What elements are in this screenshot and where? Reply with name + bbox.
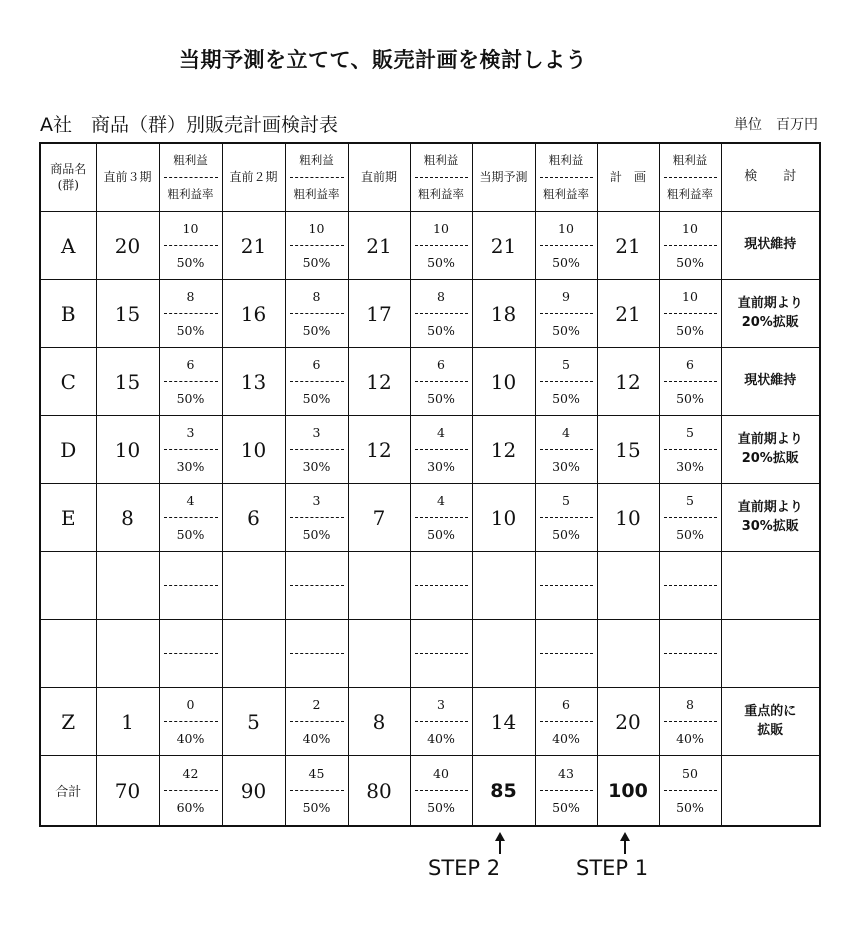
sales-value: 13	[222, 348, 285, 416]
gross-profit	[164, 552, 218, 586]
gross-profit: 42	[164, 757, 218, 791]
gross-profit-rate	[160, 586, 222, 619]
gross-profit-rate: 50%	[176, 527, 205, 542]
product-name	[40, 552, 96, 620]
gross-profit	[540, 620, 593, 654]
gross-profit-rate	[411, 586, 472, 619]
gp-cell	[535, 416, 597, 484]
page-title	[0, 44, 846, 74]
sales-value	[96, 620, 159, 688]
gp-cell	[159, 212, 222, 280]
gross-profit: 4	[415, 416, 468, 450]
sales-value	[222, 552, 285, 620]
gp-cell	[159, 484, 222, 552]
gross-profit: 3	[290, 416, 344, 450]
gross-profit: 8	[415, 280, 468, 314]
sales-value: 16	[222, 280, 285, 348]
gross-profit-rate	[536, 586, 597, 619]
product-name: D	[40, 416, 96, 484]
sales-value: 6	[222, 484, 285, 552]
header-plan: 計 画	[597, 143, 659, 212]
sales-value: 15	[96, 280, 159, 348]
header-period3: 直前３期	[96, 143, 159, 212]
gross-profit: 5	[540, 348, 593, 382]
total-row	[40, 756, 820, 827]
product-name: E	[40, 484, 96, 552]
gross-profit: 6	[290, 348, 344, 382]
gp-cell	[410, 552, 472, 620]
gross-profit-rate: 50%	[302, 323, 331, 338]
sales-value: 20	[96, 212, 159, 280]
gp-cell	[410, 280, 472, 348]
gp-cell	[159, 348, 222, 416]
sales-value	[348, 620, 410, 688]
sales-value: 10	[222, 416, 285, 484]
table-row	[40, 552, 820, 620]
gross-profit	[415, 552, 468, 586]
gp-cell	[659, 212, 721, 280]
review-note: 直前期より 20%拡販	[721, 280, 820, 348]
step1-label: STEP 1	[576, 856, 649, 880]
header-gp-gpr: 粗利益 粗利益率	[659, 143, 721, 212]
sales-value	[472, 620, 535, 688]
gp-cell	[410, 484, 472, 552]
gp-cell	[285, 348, 348, 416]
gp-cell	[659, 620, 721, 688]
sales-value	[597, 620, 659, 688]
page-title-text: 当期予測を立てて、販売計画を検討しよう	[178, 48, 588, 72]
review-note	[721, 756, 820, 827]
sales-value: 18	[472, 280, 535, 348]
gross-profit: 4	[164, 484, 218, 518]
total-value: 85	[472, 756, 535, 827]
gross-profit: 45	[290, 757, 344, 791]
step2-arrow-icon	[494, 832, 506, 854]
gross-profit-rate: 40%	[676, 731, 704, 746]
sales-value: 10	[597, 484, 659, 552]
sales-value: 8	[96, 484, 159, 552]
gross-profit-rate: 40%	[176, 731, 205, 746]
gp-cell	[659, 416, 721, 484]
gp-cell	[535, 348, 597, 416]
review-note: 直前期より 20%拡販	[721, 416, 820, 484]
gross-profit-rate	[286, 654, 348, 687]
review-note: 直前期より 30%拡販	[721, 484, 820, 552]
product-name: Z	[40, 688, 96, 756]
sales-value: 21	[472, 212, 535, 280]
gp-cell	[535, 620, 597, 688]
gross-profit: 43	[540, 757, 593, 791]
gross-profit-rate: 30%	[176, 459, 205, 474]
gross-profit-rate: 50%	[552, 800, 580, 815]
gross-profit-rate: 50%	[676, 800, 704, 815]
total-label: 合計	[40, 756, 96, 827]
gross-profit-rate	[536, 654, 597, 687]
table-row	[40, 484, 820, 552]
gross-profit: 3	[164, 416, 218, 450]
gp-cell	[159, 756, 222, 827]
gp-cell	[535, 280, 597, 348]
sales-value: 7	[348, 484, 410, 552]
gross-profit	[664, 552, 717, 586]
sales-value	[597, 552, 659, 620]
gp-cell	[659, 484, 721, 552]
gp-cell	[659, 756, 721, 827]
step2-label: STEP 2	[428, 856, 501, 880]
gp-cell	[285, 280, 348, 348]
gross-profit-rate: 50%	[302, 800, 331, 815]
header-review: 検 討	[721, 143, 820, 212]
gross-profit	[664, 620, 717, 654]
sales-value: 21	[348, 212, 410, 280]
gross-profit: 6	[415, 348, 468, 382]
gross-profit: 10	[664, 280, 717, 314]
sales-value: 12	[472, 416, 535, 484]
gross-profit: 10	[415, 212, 468, 246]
header-gp-gpr: 粗利益 粗利益率	[535, 143, 597, 212]
gp-cell	[159, 552, 222, 620]
gross-profit-rate: 40%	[552, 731, 580, 746]
header-forecast: 当期予測	[472, 143, 535, 212]
sales-value: 12	[597, 348, 659, 416]
sales-value	[472, 552, 535, 620]
gp-cell	[410, 348, 472, 416]
gross-profit-rate: 50%	[427, 323, 455, 338]
sales-value	[96, 552, 159, 620]
gross-profit-rate	[411, 654, 472, 687]
table-row	[40, 348, 820, 416]
gross-profit: 5	[540, 484, 593, 518]
gross-profit: 4	[415, 484, 468, 518]
unit-label: 単位 百万円	[734, 117, 818, 133]
gross-profit-rate: 50%	[552, 323, 580, 338]
gross-profit	[164, 620, 218, 654]
header-gp-gpr: 粗利益 粗利益率	[159, 143, 222, 212]
sales-value: 5	[222, 688, 285, 756]
gross-profit: 10	[290, 212, 344, 246]
review-note	[721, 552, 820, 620]
header-gp-gpr: 粗利益 粗利益率	[410, 143, 472, 212]
table-title: A社 商品（群）別販売計画検討表	[40, 114, 338, 136]
table-row	[40, 212, 820, 280]
gross-profit-rate: 50%	[427, 391, 455, 406]
gross-profit-rate: 50%	[176, 255, 205, 270]
sales-value: 8	[348, 688, 410, 756]
gross-profit-rate	[660, 586, 721, 619]
sales-value: 14	[472, 688, 535, 756]
table-row	[40, 620, 820, 688]
sales-value: 1	[96, 688, 159, 756]
header-row	[40, 143, 820, 212]
gross-profit: 3	[290, 484, 344, 518]
gp-cell	[659, 280, 721, 348]
gp-cell	[659, 348, 721, 416]
gross-profit: 10	[540, 212, 593, 246]
gp-cell	[410, 620, 472, 688]
gross-profit-rate: 50%	[176, 391, 205, 406]
gp-cell	[659, 552, 721, 620]
gp-cell	[410, 688, 472, 756]
gross-profit-rate: 50%	[427, 527, 455, 542]
gross-profit-rate	[660, 654, 721, 687]
gross-profit: 10	[164, 212, 218, 246]
gross-profit: 5	[664, 416, 717, 450]
gross-profit: 8	[664, 688, 717, 722]
step1-arrow-icon	[619, 832, 631, 854]
gross-profit-rate: 50%	[552, 391, 580, 406]
review-note: 現状維持	[721, 212, 820, 280]
gp-cell	[535, 212, 597, 280]
sales-value: 12	[348, 416, 410, 484]
table-row	[40, 280, 820, 348]
gross-profit: 6	[164, 348, 218, 382]
table-row	[40, 688, 820, 756]
gross-profit: 8	[290, 280, 344, 314]
review-note: 現状維持	[721, 348, 820, 416]
gross-profit-rate: 50%	[427, 255, 455, 270]
gp-cell	[535, 688, 597, 756]
gross-profit	[540, 552, 593, 586]
review-note	[721, 620, 820, 688]
header-gp-gpr: 粗利益 粗利益率	[285, 143, 348, 212]
sales-value: 12	[348, 348, 410, 416]
product-name: C	[40, 348, 96, 416]
gross-profit-rate: 50%	[676, 323, 704, 338]
gross-profit-rate: 30%	[552, 459, 580, 474]
gross-profit: 40	[415, 757, 468, 791]
gp-cell	[159, 416, 222, 484]
sales-value	[348, 552, 410, 620]
gross-profit-rate: 30%	[676, 459, 704, 474]
gross-profit	[290, 552, 344, 586]
gp-cell	[285, 688, 348, 756]
gp-cell	[285, 620, 348, 688]
gp-cell	[285, 212, 348, 280]
gross-profit: 4	[540, 416, 593, 450]
sales-value: 21	[222, 212, 285, 280]
gp-cell	[159, 688, 222, 756]
gp-cell	[535, 552, 597, 620]
gross-profit: 6	[664, 348, 717, 382]
sales-value: 21	[597, 280, 659, 348]
gross-profit: 2	[290, 688, 344, 722]
gross-profit-rate: 50%	[676, 527, 704, 542]
sales-value	[222, 620, 285, 688]
total-value: 90	[222, 756, 285, 827]
gross-profit-rate: 50%	[176, 323, 205, 338]
gross-profit-rate	[286, 586, 348, 619]
gross-profit-rate: 30%	[427, 459, 455, 474]
gp-cell	[410, 416, 472, 484]
sales-value: 10	[472, 484, 535, 552]
gp-cell	[159, 620, 222, 688]
header-period2: 直前２期	[222, 143, 285, 212]
sales-value: 20	[597, 688, 659, 756]
gp-cell	[285, 552, 348, 620]
total-value: 80	[348, 756, 410, 827]
gross-profit-rate: 50%	[552, 527, 580, 542]
header-period1: 直前期	[348, 143, 410, 212]
sales-value: 15	[597, 416, 659, 484]
product-name: B	[40, 280, 96, 348]
header-name: 商品名 (群)	[40, 143, 96, 212]
sales-value: 15	[96, 348, 159, 416]
gp-cell	[285, 416, 348, 484]
sales-value: 10	[472, 348, 535, 416]
gross-profit: 10	[664, 212, 717, 246]
gross-profit-rate: 50%	[302, 255, 331, 270]
table-row	[40, 416, 820, 484]
gp-cell	[285, 484, 348, 552]
gross-profit-rate: 50%	[676, 391, 704, 406]
gross-profit: 50	[664, 757, 717, 791]
gross-profit-rate: 60%	[176, 800, 205, 815]
sales-value: 17	[348, 280, 410, 348]
sales-value: 10	[96, 416, 159, 484]
gross-profit	[415, 620, 468, 654]
gp-cell	[659, 688, 721, 756]
gp-cell	[535, 756, 597, 827]
product-name: A	[40, 212, 96, 280]
gross-profit-rate: 30%	[302, 459, 331, 474]
gross-profit-rate	[160, 654, 222, 687]
sales-plan-table	[39, 142, 821, 827]
gross-profit-rate: 50%	[552, 255, 580, 270]
gross-profit-rate: 50%	[427, 800, 455, 815]
gross-profit-rate: 50%	[302, 527, 331, 542]
product-name	[40, 620, 96, 688]
gross-profit-rate: 50%	[676, 255, 704, 270]
gross-profit: 6	[540, 688, 593, 722]
gross-profit-rate: 40%	[427, 731, 455, 746]
gp-cell	[285, 756, 348, 827]
gross-profit	[290, 620, 344, 654]
gross-profit: 3	[415, 688, 468, 722]
gp-cell	[535, 484, 597, 552]
gross-profit-rate: 40%	[302, 731, 331, 746]
gp-cell	[410, 212, 472, 280]
gross-profit: 9	[540, 280, 593, 314]
sales-value: 21	[597, 212, 659, 280]
total-value: 70	[96, 756, 159, 827]
gross-profit: 0	[164, 688, 218, 722]
gross-profit: 8	[164, 280, 218, 314]
gp-cell	[159, 280, 222, 348]
gross-profit-rate: 50%	[302, 391, 331, 406]
gross-profit: 5	[664, 484, 717, 518]
gp-cell	[410, 756, 472, 827]
total-value: 100	[597, 756, 659, 827]
review-note: 重点的に 拡販	[721, 688, 820, 756]
